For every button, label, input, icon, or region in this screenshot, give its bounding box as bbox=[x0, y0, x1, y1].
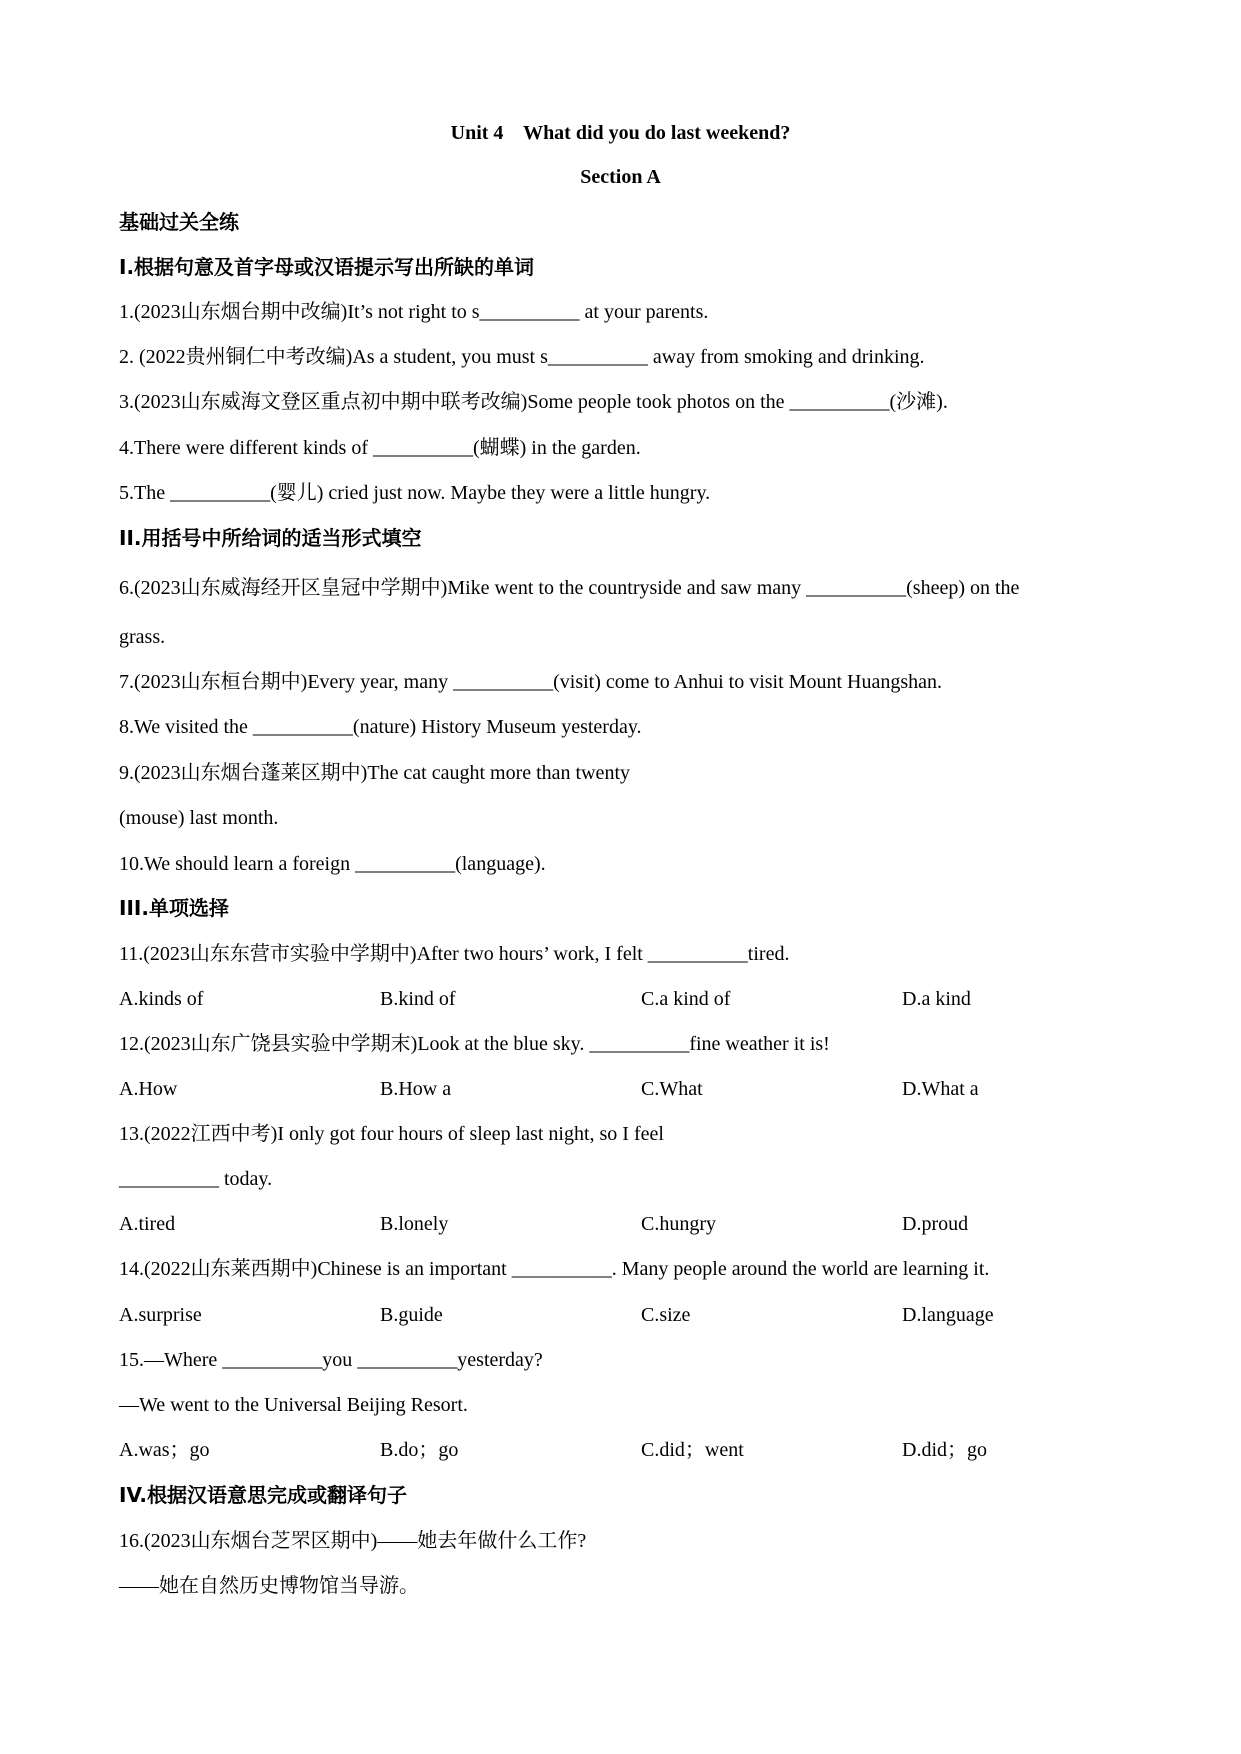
option: A.surprise bbox=[119, 1304, 202, 1326]
option: B.kind of bbox=[380, 988, 456, 1010]
section-subtitle: Section A bbox=[580, 166, 661, 188]
question-9-cont: (mouse) last month. bbox=[119, 807, 279, 829]
option: A.was；go bbox=[119, 1439, 210, 1461]
option: D.proud bbox=[902, 1213, 969, 1235]
option: A.kinds of bbox=[119, 988, 204, 1010]
question-14: 14.(2022山东莱西期中)Chinese is an important __________. Many people around the world are learning it. bbox=[119, 1258, 990, 1280]
question-10: 10.We should learn a foreign __________(language). bbox=[119, 853, 546, 875]
question-16-cont: ——她在自然历史博物馆当导游。 bbox=[119, 1575, 419, 1597]
section-heading-3: III.单项选择 bbox=[119, 896, 229, 920]
question-13-cont: __________ today. bbox=[119, 1168, 273, 1190]
question-7: 7.(2023山东桓台期中)Every year, many __________(visit) come to Anhui to visit Mount Huangshan. bbox=[119, 671, 942, 693]
option: D.a kind bbox=[902, 988, 971, 1010]
question-6: 6.(2023山东威海经开区皇冠中学期中)Mike went to the countryside and saw many __________(sheep) on the bbox=[119, 577, 1020, 599]
option: A.How bbox=[119, 1078, 178, 1100]
option: A.tired bbox=[119, 1213, 176, 1235]
question-2: 2. (2022贵州铜仁中考改编)As a student, you must s__________ away from smoking and drinking. bbox=[119, 346, 925, 368]
page-title: Unit 4 What did you do last weekend? bbox=[450, 122, 791, 144]
question-11: 11.(2023山东东营市实验中学期中)After two hours’ work, I felt __________tired. bbox=[119, 943, 790, 965]
question-4: 4.There were different kinds of __________(蝴蝶) in the garden. bbox=[119, 437, 641, 459]
question-6-cont: grass. bbox=[119, 626, 166, 648]
question-5: 5.The __________(婴儿) cried just now. Maybe they were a little hungry. bbox=[119, 482, 711, 504]
question-15: 15.—Where __________you __________yesterday? bbox=[119, 1349, 543, 1371]
option: C.What bbox=[641, 1078, 703, 1100]
option: B.do；go bbox=[380, 1439, 459, 1461]
question-1: 1.(2023山东烟台期中改编)It’s not right to s__________ at your parents. bbox=[119, 301, 709, 323]
option: D.language bbox=[902, 1304, 994, 1326]
question-3: 3.(2023山东威海文登区重点初中期中联考改编)Some people took photos on the __________(沙滩). bbox=[119, 391, 948, 413]
option: B.lonely bbox=[380, 1213, 449, 1235]
option: B.guide bbox=[380, 1304, 443, 1326]
part-heading: 基础过关全练 bbox=[119, 210, 239, 234]
option: D.What a bbox=[902, 1078, 979, 1100]
option: C.did；went bbox=[641, 1439, 744, 1461]
option: B.How a bbox=[380, 1078, 452, 1100]
option: C.size bbox=[641, 1304, 691, 1326]
question-9: 9.(2023山东烟台蓬莱区期中)The cat caught more than twenty bbox=[119, 762, 630, 784]
section-heading-4: IV.根据汉语意思完成或翻译句子 bbox=[119, 1483, 407, 1507]
option: C.hungry bbox=[641, 1213, 716, 1235]
section-heading-1: I.根据句意及首字母或汉语提示写出所缺的单词 bbox=[119, 255, 535, 279]
question-16: 16.(2023山东烟台芝罘区期中)——她去年做什么工作? bbox=[119, 1530, 587, 1552]
option: C.a kind of bbox=[641, 988, 731, 1010]
section-heading-2: II.用括号中所给词的适当形式填空 bbox=[119, 526, 422, 550]
question-15-cont: —We went to the Universal Beijing Resort. bbox=[119, 1394, 468, 1416]
question-12: 12.(2023山东广饶县实验中学期末)Look at the blue sky. __________fine weather it is! bbox=[119, 1033, 830, 1055]
option: D.did；go bbox=[902, 1439, 987, 1461]
question-13: 13.(2022江西中考)I only got four hours of sleep last night, so I feel bbox=[119, 1123, 664, 1145]
question-8: 8.We visited the __________(nature) History Museum yesterday. bbox=[119, 716, 642, 738]
